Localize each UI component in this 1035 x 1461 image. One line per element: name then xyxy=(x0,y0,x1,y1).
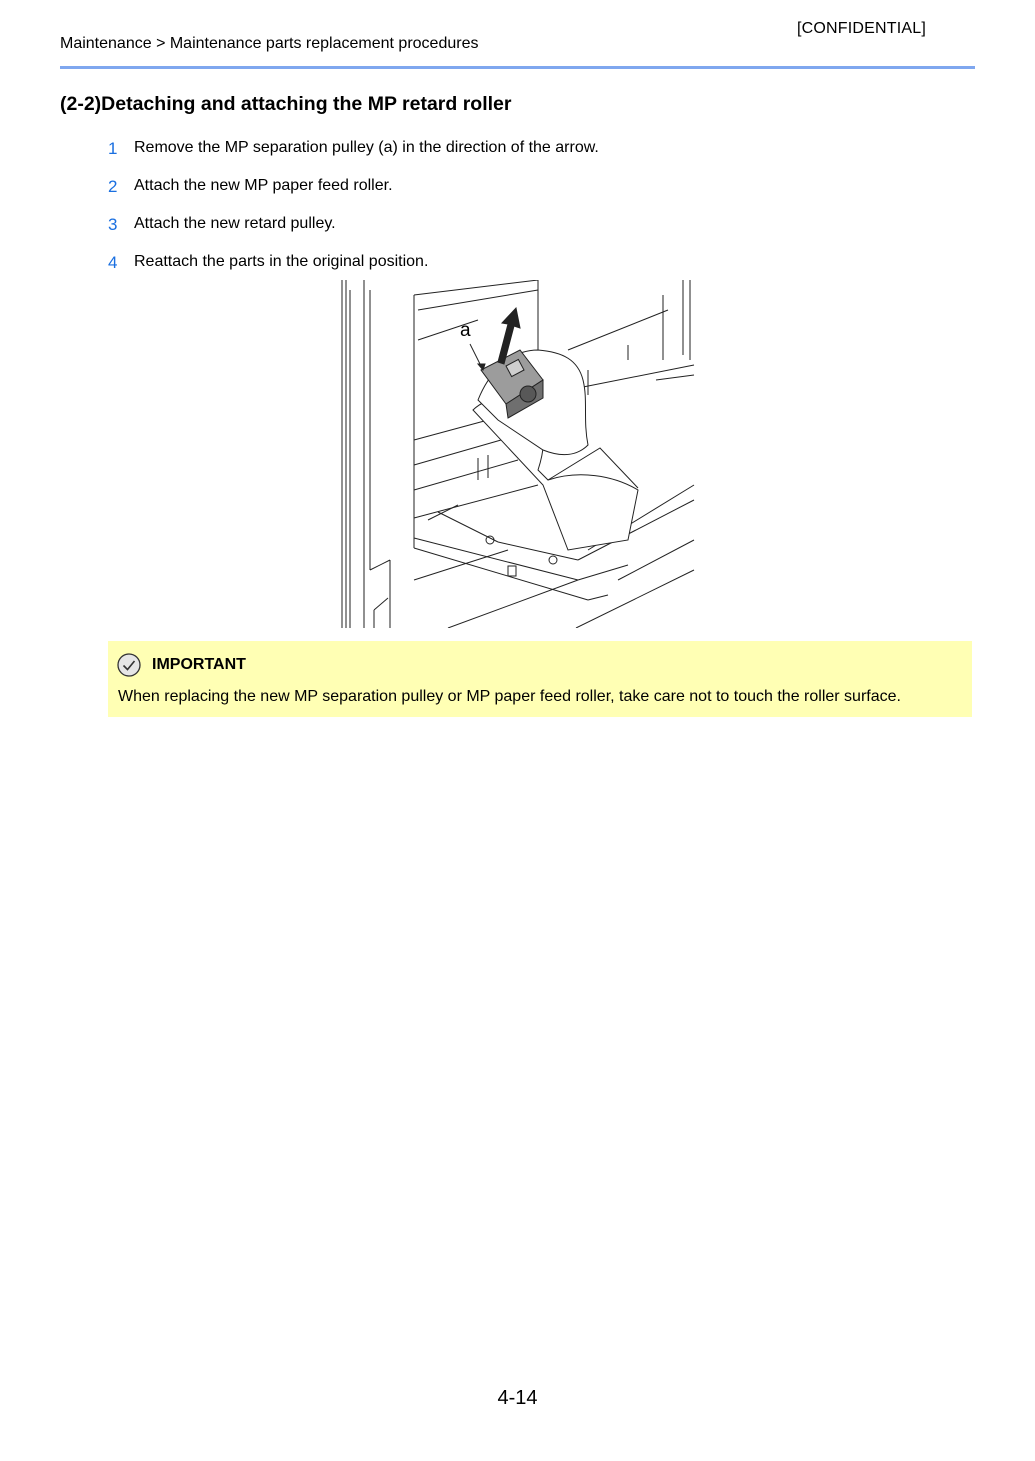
check-circle-icon xyxy=(117,653,141,677)
page-number: 4-14 xyxy=(497,1387,538,1409)
step-number: 2 xyxy=(108,177,118,196)
step-number: 4 xyxy=(108,253,118,272)
step-text: Reattach the parts in the original position. xyxy=(134,253,429,270)
step-text: Remove the MP separation pulley (a) in the direction of the arrow. xyxy=(134,139,599,156)
confidential-label: [CONFIDENTIAL] xyxy=(797,20,927,37)
important-text: When replacing the new MP separation pulley or MP paper feed roller, take care not to touch the roller surface. xyxy=(118,688,901,705)
section-title: (2-2)Detaching and attaching the MP retard roller xyxy=(60,93,512,115)
step-text: Attach the new retard pulley. xyxy=(134,215,336,232)
important-title: IMPORTANT xyxy=(152,656,246,673)
step-text: Attach the new MP paper feed roller. xyxy=(134,177,393,194)
callout-label-a: a xyxy=(460,320,471,341)
roller-removal-illustration xyxy=(338,280,698,628)
breadcrumb: Maintenance > Maintenance parts replacement procedures xyxy=(60,35,479,52)
header-divider xyxy=(60,66,975,69)
step-number: 1 xyxy=(108,139,118,158)
important-notice xyxy=(108,641,972,717)
step-number: 3 xyxy=(108,215,118,234)
